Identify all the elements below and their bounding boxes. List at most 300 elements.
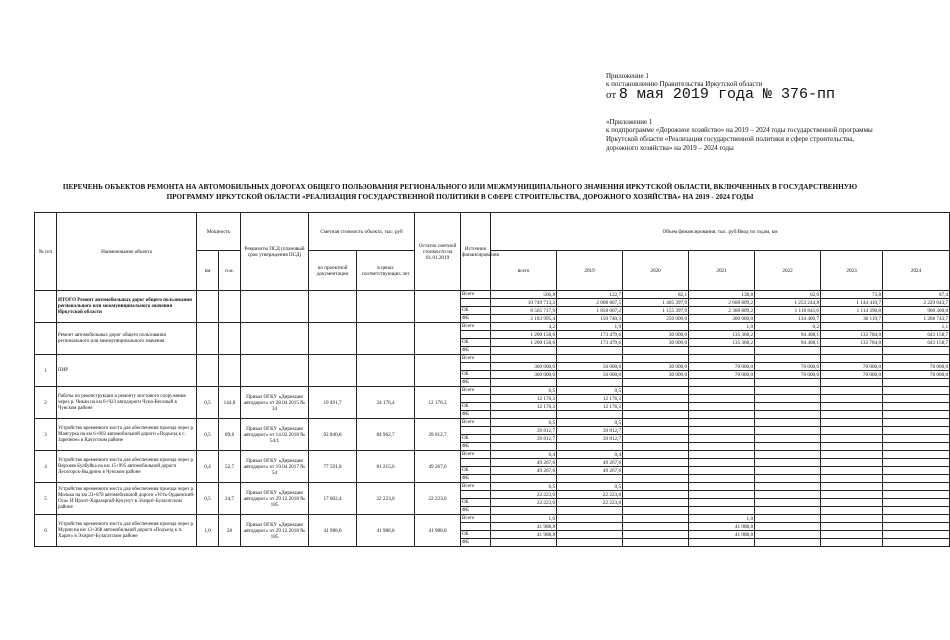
funding-value — [821, 411, 883, 419]
col-source: Источник финансирования — [461, 213, 491, 291]
power-m: 52,7 — [219, 451, 241, 483]
funding-value: 70 000,0 — [689, 371, 755, 379]
funding-value: 30 119,7 — [821, 315, 883, 323]
funding-source: ФБ — [461, 507, 491, 515]
funding-value — [689, 347, 755, 355]
cost-project: 19 491,7 — [309, 387, 357, 419]
object-name: Ремонт автомобильных дорог общего пользования регионального или межмуниципального значения — [57, 323, 197, 355]
power-m: 24,7 — [219, 483, 241, 515]
objects-table — [34, 212, 950, 547]
table-row — [35, 515, 950, 523]
funding-value — [623, 435, 689, 443]
funding-value — [557, 539, 623, 547]
funding-source: Всего — [461, 323, 491, 331]
funding-source: ОБ — [461, 339, 491, 347]
funding-value: 22 223,0 — [557, 491, 623, 499]
funding-value — [491, 507, 557, 515]
funding-value: 50 000,0 — [557, 363, 623, 371]
funding-value: 0,4 — [491, 451, 557, 459]
funding-value: 1,9 — [557, 323, 623, 331]
col-volume: Объем финансирования, тыс. руб/Ввод по годам, км — [491, 213, 950, 251]
table-row — [35, 355, 950, 363]
funding-source: Всего — [461, 451, 491, 459]
object-name: ИТОГО Ремонт автомобильных дорог общего пользования регионального или межмуниципального значения Иркутской области — [57, 291, 197, 323]
funding-value: 12 176,3 — [491, 395, 557, 403]
funding-value: 94 408,1 — [755, 331, 821, 339]
funding-value: 94 408,1 — [755, 339, 821, 347]
funding-value: 87,4 — [883, 291, 950, 299]
col-m: п.м. — [219, 251, 241, 291]
funding-value — [821, 355, 883, 363]
funding-value — [821, 491, 883, 499]
funding-value: 1,0 — [689, 515, 755, 523]
power-km: 0,5 — [197, 387, 219, 419]
funding-source: ФБ — [461, 443, 491, 451]
funding-value: 2 308 809,2 — [689, 307, 755, 315]
funding-source: ФБ — [461, 379, 491, 387]
funding-value: 960 300,0 — [883, 307, 950, 315]
object-name: Устройство временного моста для обеспечения проезда через р. Мурин на км 13+368 автомобильной дороги «Подъезд к п. Харат» в Эхирит-Булагатском районе — [57, 515, 197, 547]
funding-value — [623, 475, 689, 483]
cost-prices — [357, 323, 415, 355]
psd-requisites — [241, 291, 309, 323]
funding-value: 0,5 — [491, 483, 557, 491]
table-row — [35, 451, 950, 459]
col-year-2020: 2020 — [623, 251, 689, 291]
funding-value: 134 400,7 — [755, 315, 821, 323]
funding-value — [821, 323, 883, 331]
funding-value — [623, 539, 689, 547]
funding-value — [491, 475, 557, 483]
object-name: Устройство временного моста для обеспечения проезда через р. Мангурка на км 6+002 автомобильной дороги «Подъезд к с. Заречное» в Качугском районе — [57, 419, 197, 451]
cost-prices: 81 215,6 — [357, 451, 415, 483]
funding-value — [821, 475, 883, 483]
funding-value — [755, 403, 821, 411]
col-cost-proj: по проектной документации — [309, 251, 357, 291]
funding-value — [883, 435, 950, 443]
funding-value — [821, 347, 883, 355]
annex-label: «Приложение 1 — [606, 118, 653, 126]
funding-value: 0,5 — [557, 387, 623, 395]
table-row — [35, 323, 950, 331]
funding-value — [821, 459, 883, 467]
funding-value: 566,8 — [491, 291, 557, 299]
funding-value: 39 812,7 — [557, 435, 623, 443]
psd-requisites: Приказ ОГКУ «Дирекция автодорог» от 28.04.2015 № 34 — [241, 387, 309, 419]
funding-value — [623, 531, 689, 539]
power-m: 28 — [219, 515, 241, 547]
funding-value: 133 784,0 — [821, 339, 883, 347]
funding-value — [755, 531, 821, 539]
funding-value — [755, 483, 821, 491]
funding-value: 70 000,0 — [883, 371, 950, 379]
funding-value — [883, 467, 950, 475]
funding-source: ОБ — [461, 531, 491, 539]
funding-source: Всего — [461, 419, 491, 427]
funding-value: 49 267,6 — [491, 467, 557, 475]
remaining-cost — [415, 291, 461, 323]
funding-value — [821, 483, 883, 491]
funding-value — [623, 515, 689, 523]
funding-value — [821, 451, 883, 459]
funding-value — [557, 443, 623, 451]
col-num: № п/п — [35, 213, 57, 291]
psd-requisites — [241, 323, 309, 355]
funding-value: 1,0 — [491, 515, 557, 523]
funding-value: 41 988,8 — [491, 523, 557, 531]
funding-value: 70 000,0 — [821, 371, 883, 379]
funding-value: 135 368,2 — [689, 339, 755, 347]
funding-source: ОБ — [461, 499, 491, 507]
funding-value: 30 000,0 — [623, 339, 689, 347]
col-name: Наименование объекта — [57, 213, 197, 291]
funding-value: 360 000,0 — [491, 371, 557, 379]
funding-value — [623, 347, 689, 355]
funding-value — [557, 507, 623, 515]
funding-value — [883, 539, 950, 547]
funding-source — [461, 363, 491, 371]
funding-value: 150 740,3 — [557, 315, 623, 323]
cost-project — [309, 323, 357, 355]
cost-prices: 22 223,0 — [357, 483, 415, 515]
funding-value: 138,8 — [689, 291, 755, 299]
row-number — [35, 323, 57, 355]
funding-value: 0,5 — [491, 387, 557, 395]
funding-value — [883, 403, 950, 411]
funding-value — [491, 355, 557, 363]
power-m — [219, 323, 241, 355]
col-year-2022: 2022 — [755, 251, 821, 291]
funding-value — [689, 427, 755, 435]
cost-project — [309, 291, 357, 323]
cost-project: 41 988,8 — [309, 515, 357, 547]
funding-source: ФБ — [461, 475, 491, 483]
funding-value — [755, 355, 821, 363]
funding-value — [557, 523, 623, 531]
col-year-2024: 2024 — [883, 251, 950, 291]
funding-value: 1,0 — [689, 323, 755, 331]
funding-value — [689, 467, 755, 475]
funding-source — [461, 427, 491, 435]
funding-value: 70 000,0 — [689, 363, 755, 371]
funding-source: ОБ — [461, 467, 491, 475]
funding-value: 360 000,0 — [491, 363, 557, 371]
psd-requisites: Приказ ОГКУ «Дирекция автодорог» от 19.04.2017 № 54 — [241, 451, 309, 483]
funding-value — [883, 443, 950, 451]
power-km — [197, 323, 219, 355]
funding-source: ФБ — [461, 411, 491, 419]
funding-value: 49 267,6 — [557, 467, 623, 475]
funding-value — [883, 475, 950, 483]
psd-requisites: Приказ ОГКУ «Дирекция автодорог» от 29.12.2018 № 185 — [241, 483, 309, 515]
funding-value — [689, 379, 755, 387]
funding-value — [821, 443, 883, 451]
funding-source: ФБ — [461, 539, 491, 547]
funding-value — [883, 507, 950, 515]
funding-value — [689, 451, 755, 459]
document-title: ПЕРЕЧЕНЬ ОБЪЕКТОВ РЕМОНТА НА АВТОМОБИЛЬНЫХ ДОРОГАХ ОБЩЕГО ПОЛЬЗОВАНИЯ РЕГИОНАЛЬНОГО ИЛИ МЕЖМУНИЦИПАЛЬНОГО ЗНАЧЕНИЯ ИРКУТСКОЙ ОБЛАСТИ, ВКЛЮЧЕННЫХ В ГОСУДАРСТВЕННУЮ ПРОГРАММУ ИРКУТСКОЙ ОБЛАСТИ «РЕАЛИЗАЦИЯ ГОСУДАРСТВЕННОЙ ПОЛИТИКИ В СФЕРЕ СТРОИТЕЛЬСТВА, ДОРОЖНОГО ХОЗЯЙСТВА» НА 2019 - 2024 ГОДЫ — [62, 183, 858, 201]
funding-value — [883, 531, 950, 539]
funding-value — [883, 451, 950, 459]
col-year-2023: 2023 — [821, 251, 883, 291]
funding-value: 0,5 — [557, 419, 623, 427]
funding-value — [821, 427, 883, 435]
power-km — [197, 355, 219, 387]
funding-value — [623, 499, 689, 507]
funding-value: 49 267,6 — [557, 459, 623, 467]
funding-value — [755, 427, 821, 435]
funding-value — [755, 411, 821, 419]
funding-value — [491, 347, 557, 355]
funding-value: 133 784,0 — [821, 331, 883, 339]
funding-value — [755, 515, 821, 523]
funding-value — [689, 443, 755, 451]
funding-value — [755, 387, 821, 395]
funding-value — [883, 459, 950, 467]
funding-value: 0,5 — [557, 483, 623, 491]
funding-value — [883, 379, 950, 387]
funding-value — [755, 395, 821, 403]
funding-value — [883, 411, 950, 419]
funding-value — [821, 499, 883, 507]
funding-value: 643 158,7 — [883, 339, 950, 347]
row-number: 2 — [35, 387, 57, 419]
funding-value — [821, 435, 883, 443]
funding-value — [689, 395, 755, 403]
funding-value: 2 608 809,2 — [689, 299, 755, 307]
funding-value — [821, 523, 883, 531]
funding-source — [461, 395, 491, 403]
funding-value — [821, 531, 883, 539]
funding-value — [755, 435, 821, 443]
remaining-cost — [415, 355, 461, 387]
funding-value — [689, 499, 755, 507]
funding-value: 300 000,0 — [689, 315, 755, 323]
funding-value — [623, 483, 689, 491]
funding-value: 2 229 043,7 — [883, 299, 950, 307]
funding-value: 0,5 — [491, 419, 557, 427]
funding-value — [557, 475, 623, 483]
row-number: 5 — [35, 483, 57, 515]
funding-value — [821, 539, 883, 547]
funding-value — [755, 451, 821, 459]
funding-value: 1 268 743,7 — [883, 315, 950, 323]
funding-source: ОБ — [461, 307, 491, 315]
funding-value — [821, 515, 883, 523]
psd-requisites: Приказ ОГКУ «Дирекция автодорог» от 14.02.2018 № 54/1 — [241, 419, 309, 451]
funding-value — [623, 443, 689, 451]
funding-value: 82,1 — [623, 291, 689, 299]
funding-value: 8 565 717,9 — [491, 307, 557, 315]
funding-value: 1 118 843,6 — [755, 307, 821, 315]
funding-value: 70 000,0 — [883, 363, 950, 371]
table-row — [35, 387, 950, 395]
col-year-2021: 2021 — [689, 251, 755, 291]
funding-value — [755, 499, 821, 507]
funding-value — [755, 467, 821, 475]
funding-value — [689, 483, 755, 491]
funding-value — [623, 467, 689, 475]
col-km: км — [197, 251, 219, 291]
funding-value — [883, 427, 950, 435]
funding-value: 49 267,6 — [491, 459, 557, 467]
object-name: Устройство временного моста для обеспечения проезда через р. Молька на км 23+878 автомобильной дороги «Усть-Ордынский-Оса» И Ирхит-Харазаргай-Кукунут в Эхирит-Булагатском районе — [57, 483, 197, 515]
funding-source: ОБ — [461, 435, 491, 443]
funding-source — [461, 331, 491, 339]
funding-value — [755, 347, 821, 355]
funding-value: 135 368,2 — [689, 331, 755, 339]
funding-value — [883, 483, 950, 491]
funding-source — [461, 523, 491, 531]
funding-source: Всего — [461, 387, 491, 395]
funding-value — [623, 411, 689, 419]
funding-value — [755, 419, 821, 427]
funding-value — [689, 411, 755, 419]
funding-value — [883, 395, 950, 403]
row-number: 1 — [35, 355, 57, 387]
funding-source: Всего — [461, 291, 491, 299]
funding-value — [623, 403, 689, 411]
funding-value — [821, 395, 883, 403]
funding-value — [821, 507, 883, 515]
funding-value: 30 000,0 — [623, 363, 689, 371]
funding-value — [883, 419, 950, 427]
funding-value: 1 858 067,2 — [557, 307, 623, 315]
funding-value: 41 988,8 — [491, 531, 557, 539]
funding-value — [689, 387, 755, 395]
funding-value — [623, 451, 689, 459]
funding-value — [883, 347, 950, 355]
funding-value: 12 176,3 — [557, 403, 623, 411]
funding-value — [623, 523, 689, 531]
funding-source: ФБ — [461, 347, 491, 355]
funding-value: 22 223,0 — [491, 491, 557, 499]
cost-prices: 84 962,7 — [357, 419, 415, 451]
funding-value — [623, 507, 689, 515]
funding-value — [623, 355, 689, 363]
col-remain: Остаток сметной стоимости на 01.01.2019 — [415, 213, 461, 291]
funding-value: 2 183 995,4 — [491, 315, 557, 323]
funding-value — [557, 379, 623, 387]
decree-reference: к постановлению Правительства Иркутской области — [606, 80, 763, 88]
funding-value: 1 200 158,6 — [491, 331, 557, 339]
power-m: 144,8 — [219, 387, 241, 419]
handwritten-date: 8 мая 2019 года № 376-пп — [618, 86, 835, 103]
funding-value: 73,8 — [821, 291, 883, 299]
funding-source: Всего — [461, 483, 491, 491]
funding-value — [755, 379, 821, 387]
funding-value — [623, 419, 689, 427]
decree-date-number — [606, 86, 835, 103]
funding-value — [623, 427, 689, 435]
power-km — [197, 291, 219, 323]
cost-project: 92 840,8 — [309, 419, 357, 451]
funding-value: 1 144 410,7 — [821, 299, 883, 307]
funding-value: 30 000,0 — [623, 371, 689, 379]
table-row — [35, 419, 950, 427]
funding-value: 122,7 — [557, 291, 623, 299]
row-number: 3 — [35, 419, 57, 451]
funding-value: 70 000,0 — [755, 371, 821, 379]
cost-project: 17 002,4 — [309, 483, 357, 515]
funding-value: 39 812,7 — [491, 427, 557, 435]
funding-source: ФБ — [461, 315, 491, 323]
funding-value: 0,2 — [755, 323, 821, 331]
funding-value: 62,0 — [755, 291, 821, 299]
funding-value — [689, 507, 755, 515]
funding-value: 39 812,7 — [491, 435, 557, 443]
funding-value — [755, 459, 821, 467]
power-km: 0,4 — [197, 451, 219, 483]
funding-value — [821, 403, 883, 411]
funding-value — [623, 459, 689, 467]
funding-value: 4,2 — [491, 323, 557, 331]
funding-value: 1,1 — [883, 323, 950, 331]
power-m — [219, 291, 241, 323]
funding-value — [883, 355, 950, 363]
funding-value — [689, 475, 755, 483]
funding-value — [755, 523, 821, 531]
funding-value: 30 000,0 — [623, 331, 689, 339]
funding-value: 1 253 244,8 — [755, 299, 821, 307]
funding-value — [689, 403, 755, 411]
funding-value — [557, 515, 623, 523]
col-total: всего — [491, 251, 557, 291]
funding-value: 0,4 — [557, 451, 623, 459]
funding-value: 10 749 713,3 — [491, 299, 557, 307]
psd-requisites — [241, 355, 309, 387]
funding-value: 2 008 807,5 — [557, 299, 623, 307]
funding-value — [689, 419, 755, 427]
funding-value — [755, 491, 821, 499]
cost-project: 77 591,8 — [309, 451, 357, 483]
power-km: 0,5 — [197, 419, 219, 451]
funding-value — [491, 411, 557, 419]
object-name: Работы по реконструкции и ремонту мостового сооружения через р. Чикан на км 6+923 автодороги Чуна-Веселый в Чунском районе — [57, 387, 197, 419]
funding-source — [461, 299, 491, 307]
funding-value — [623, 387, 689, 395]
table-row — [35, 483, 950, 491]
cost-prices: 24 176,4 — [357, 387, 415, 419]
power-km: 0,5 — [197, 483, 219, 515]
psd-requisites: Приказ ОГКУ «Дирекция автодорог» от 29.12.2018 № 185 — [241, 515, 309, 547]
remaining-cost: 41 988,8 — [415, 515, 461, 547]
power-m: 89,8 — [219, 419, 241, 451]
funding-value — [689, 491, 755, 499]
funding-value — [821, 379, 883, 387]
funding-value: 41 988,8 — [689, 523, 755, 531]
remaining-cost: 39 812,7 — [415, 419, 461, 451]
remaining-cost: 12 176,3 — [415, 387, 461, 419]
remaining-cost: 49 267,6 — [415, 451, 461, 483]
funding-value: 70 000,0 — [755, 363, 821, 371]
funding-value: 12 176,3 — [491, 403, 557, 411]
funding-source: ОБ — [461, 403, 491, 411]
cost-prices — [357, 291, 415, 323]
remaining-cost: 22 223,0 — [415, 483, 461, 515]
funding-value — [755, 507, 821, 515]
funding-value — [821, 419, 883, 427]
funding-value: 250 000,0 — [623, 315, 689, 323]
funding-value — [689, 539, 755, 547]
funding-value — [491, 539, 557, 547]
funding-value — [883, 499, 950, 507]
object-name: Устройство временного моста для обеспечения проезда через р. Верхняя Булбуйка на км 15+995 автомобильной дороги Лесогорск-Выдрино в Чунском районе — [57, 451, 197, 483]
funding-value — [491, 443, 557, 451]
col-psd: Реквизиты ПСД (плановый срок утверждения ПСД) — [241, 213, 309, 291]
funding-value — [883, 491, 950, 499]
power-km: 1,0 — [197, 515, 219, 547]
